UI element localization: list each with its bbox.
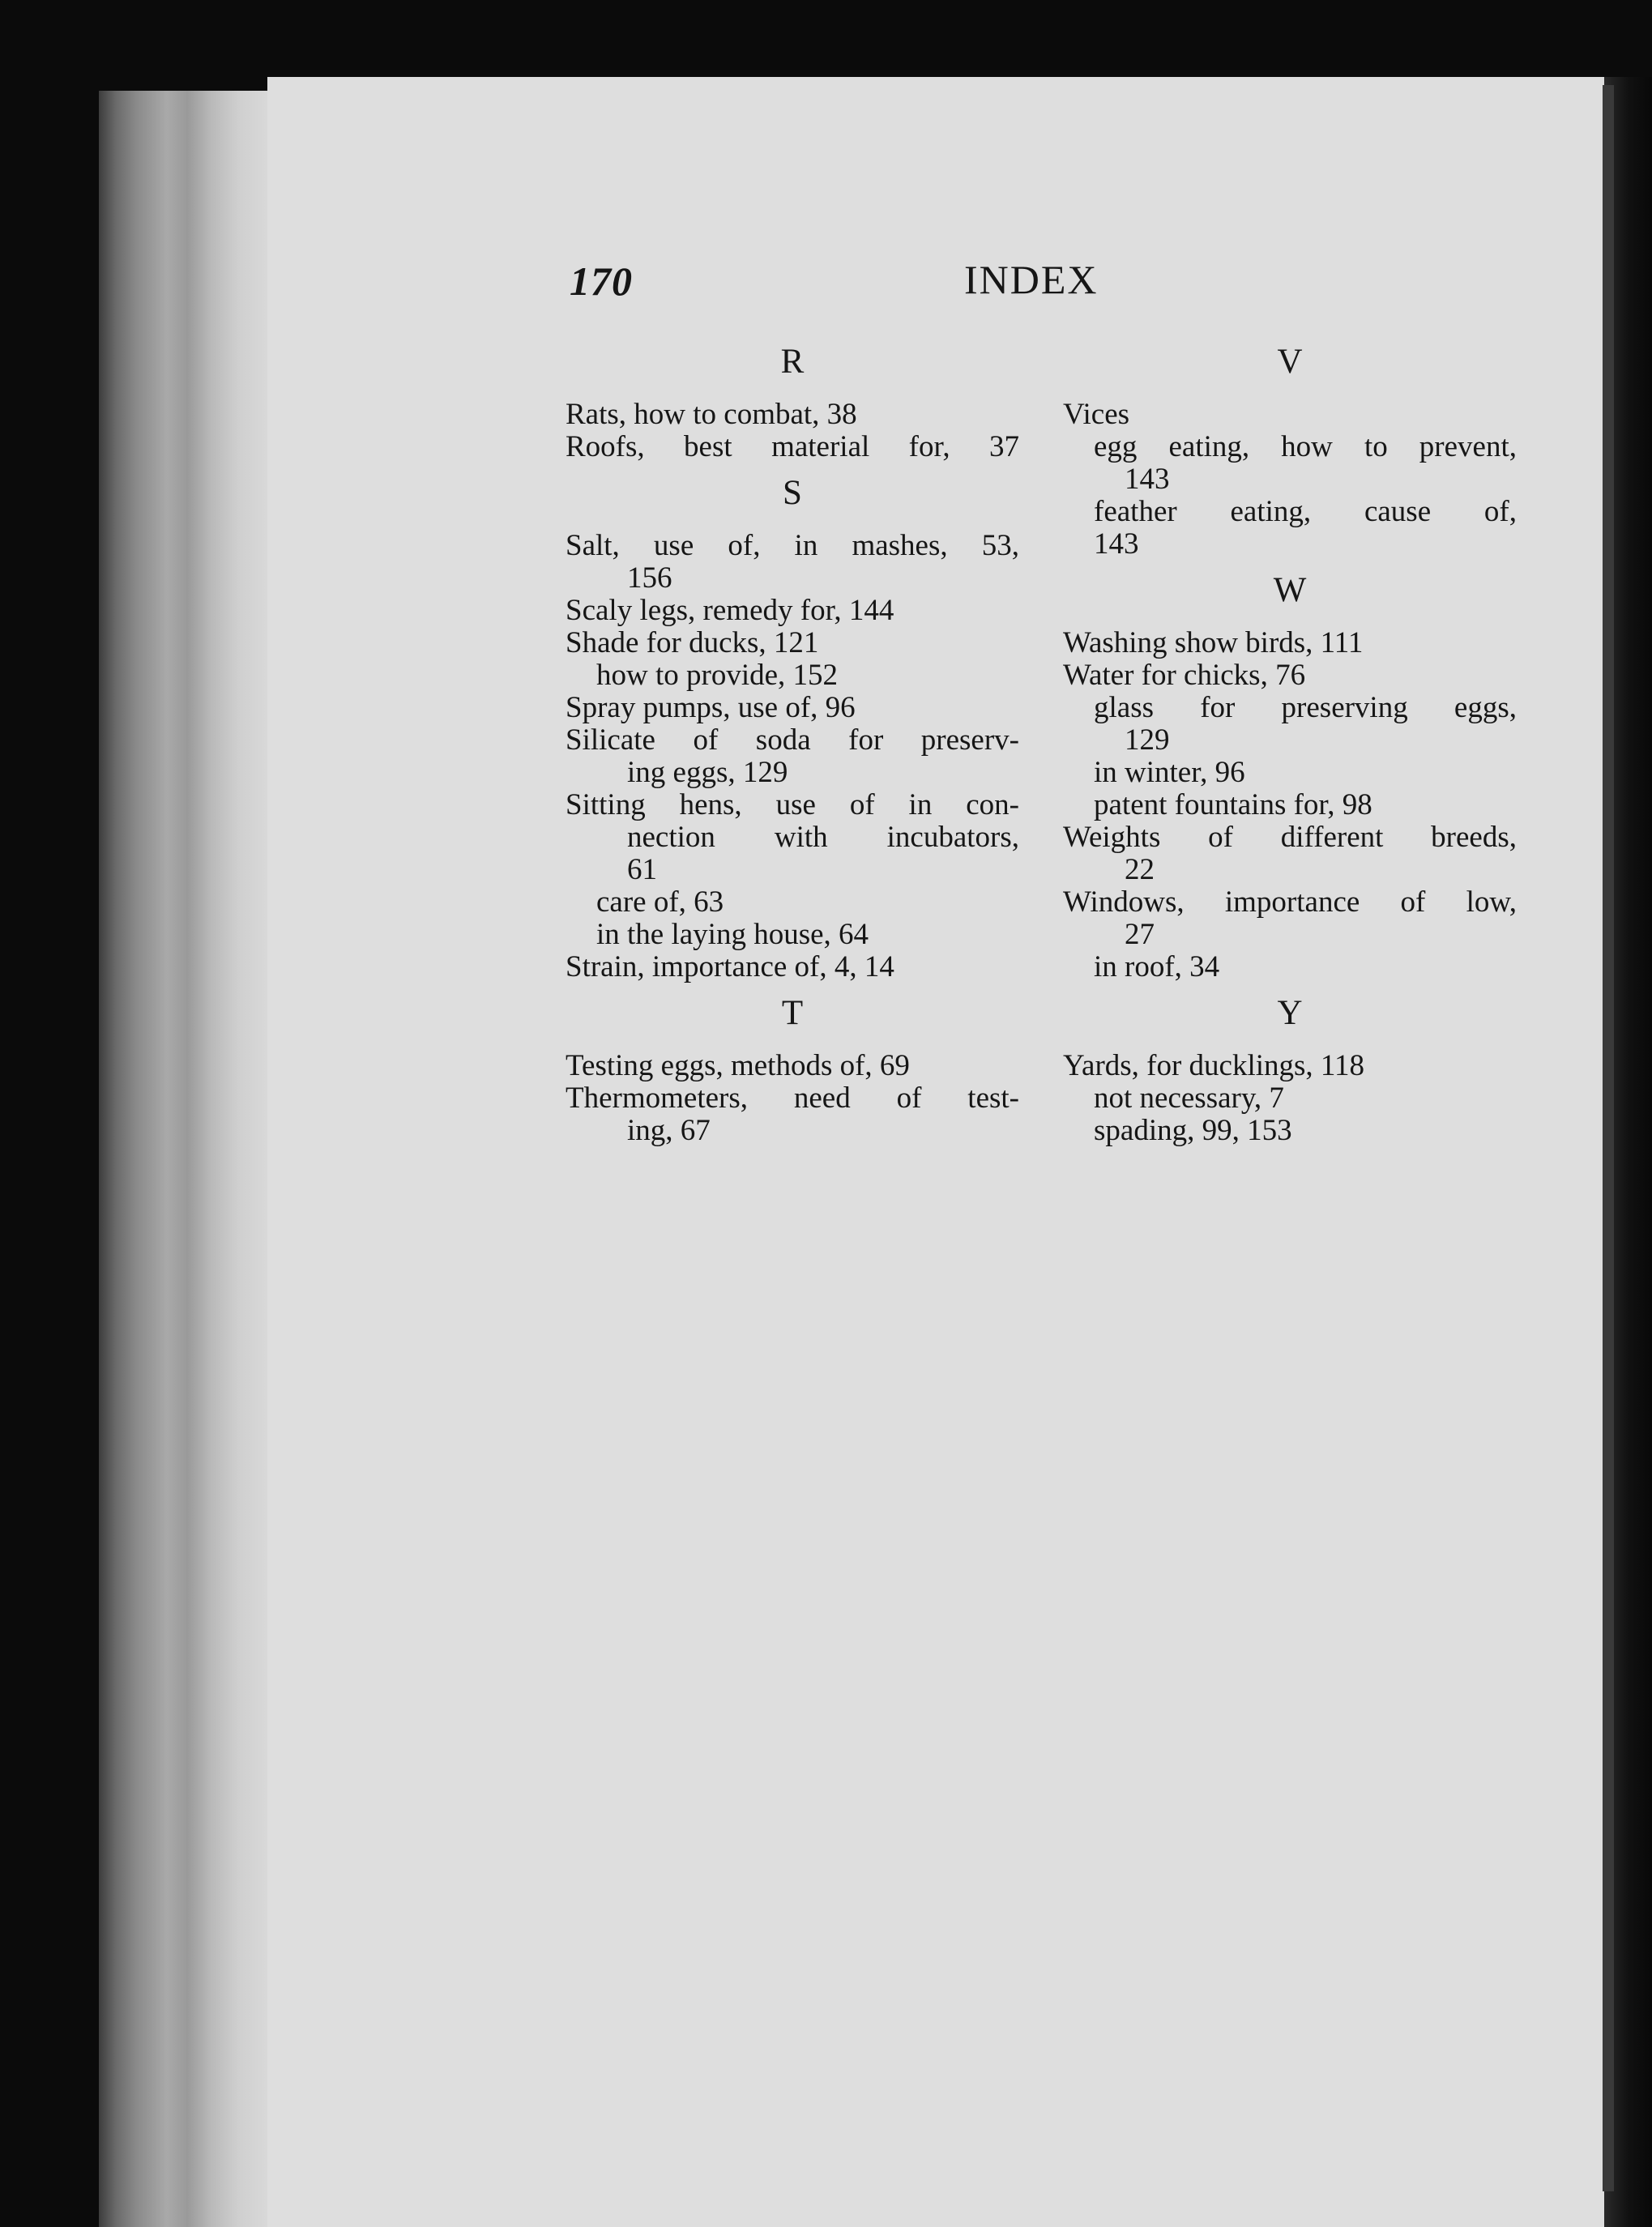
index-entry: glass for preserving eggs, — [1094, 691, 1517, 724]
index-entry: 129 — [1125, 723, 1170, 757]
index-entry: Washing show birds, 111 — [1063, 626, 1364, 659]
index-column-left — [566, 340, 1019, 1147]
section-letter-t: T — [781, 994, 804, 1032]
page-title: INDEX — [964, 257, 1099, 302]
index-entry: 22 — [1125, 853, 1155, 886]
index-entry: in roof, 34 — [1094, 950, 1220, 983]
right-page-edge-strip — [1603, 85, 1614, 2191]
section-letter-v: V — [1277, 343, 1303, 381]
page-number: 170 — [570, 258, 633, 304]
index-entry: Roofs, best material for, 37 — [566, 430, 1019, 463]
index-entry: ing, 67 — [627, 1114, 711, 1147]
index-entry: Thermometers, need of test- — [566, 1082, 1019, 1115]
section-letter-s: S — [783, 474, 802, 512]
index-entry: not necessary, 7 — [1094, 1082, 1284, 1115]
index-entry: patent fountains for, 98 — [1094, 788, 1372, 821]
index-entry: ing eggs, 129 — [627, 756, 788, 789]
index-entry: Silicate of soda for preserv- — [566, 723, 1019, 757]
index-entry: Sitting hens, use of in con- — [566, 788, 1019, 821]
index-entry: how to provide, 152 — [596, 659, 839, 692]
index-entry: in the laying house, 64 — [596, 918, 869, 951]
index-entry: Windows, importance of low, — [1063, 885, 1517, 919]
index-entry: Spray pumps, use of, 96 — [566, 691, 856, 724]
index-entry: Salt, use of, in mashes, 53, — [566, 529, 1019, 562]
index-entry: egg eating, how to prevent, — [1094, 430, 1517, 463]
index-column-right — [1063, 340, 1517, 1147]
index-entry: Water for chicks, 76 — [1063, 659, 1306, 692]
index-entry: 143 — [1125, 463, 1170, 496]
index-entry: Vices — [1063, 398, 1130, 431]
index-entry: in winter, 96 — [1094, 756, 1245, 789]
index-entry: Rats, how to combat, 38 — [566, 398, 857, 431]
index-entry: 27 — [1125, 918, 1155, 951]
section-letter-w: W — [1273, 571, 1307, 609]
index-entry: care of, 63 — [596, 885, 724, 919]
index-entry: Strain, importance of, 4, 14 — [566, 950, 894, 983]
index-entry: spading, 99, 153 — [1094, 1114, 1292, 1147]
index-entry: Shade for ducks, 121 — [566, 626, 819, 659]
index-entry: Yards, for ducklings, 118 — [1063, 1049, 1365, 1082]
index-entry: nection with incubators, — [627, 821, 1019, 854]
index-entry: 61 — [627, 853, 657, 886]
index-entry: 156 — [627, 561, 672, 595]
index-entry: Testing eggs, methods of, 69 — [566, 1049, 910, 1082]
section-letter-y: Y — [1277, 994, 1303, 1032]
index-entry: 143 — [1094, 527, 1139, 561]
index-entry: Scaly legs, remedy for, 144 — [566, 594, 894, 627]
section-letter-r: R — [780, 343, 805, 381]
book-spine-edge — [99, 91, 269, 2227]
index-entry: Weights of different breeds, — [1063, 821, 1517, 854]
index-entry: feather eating, cause of, — [1094, 495, 1517, 528]
